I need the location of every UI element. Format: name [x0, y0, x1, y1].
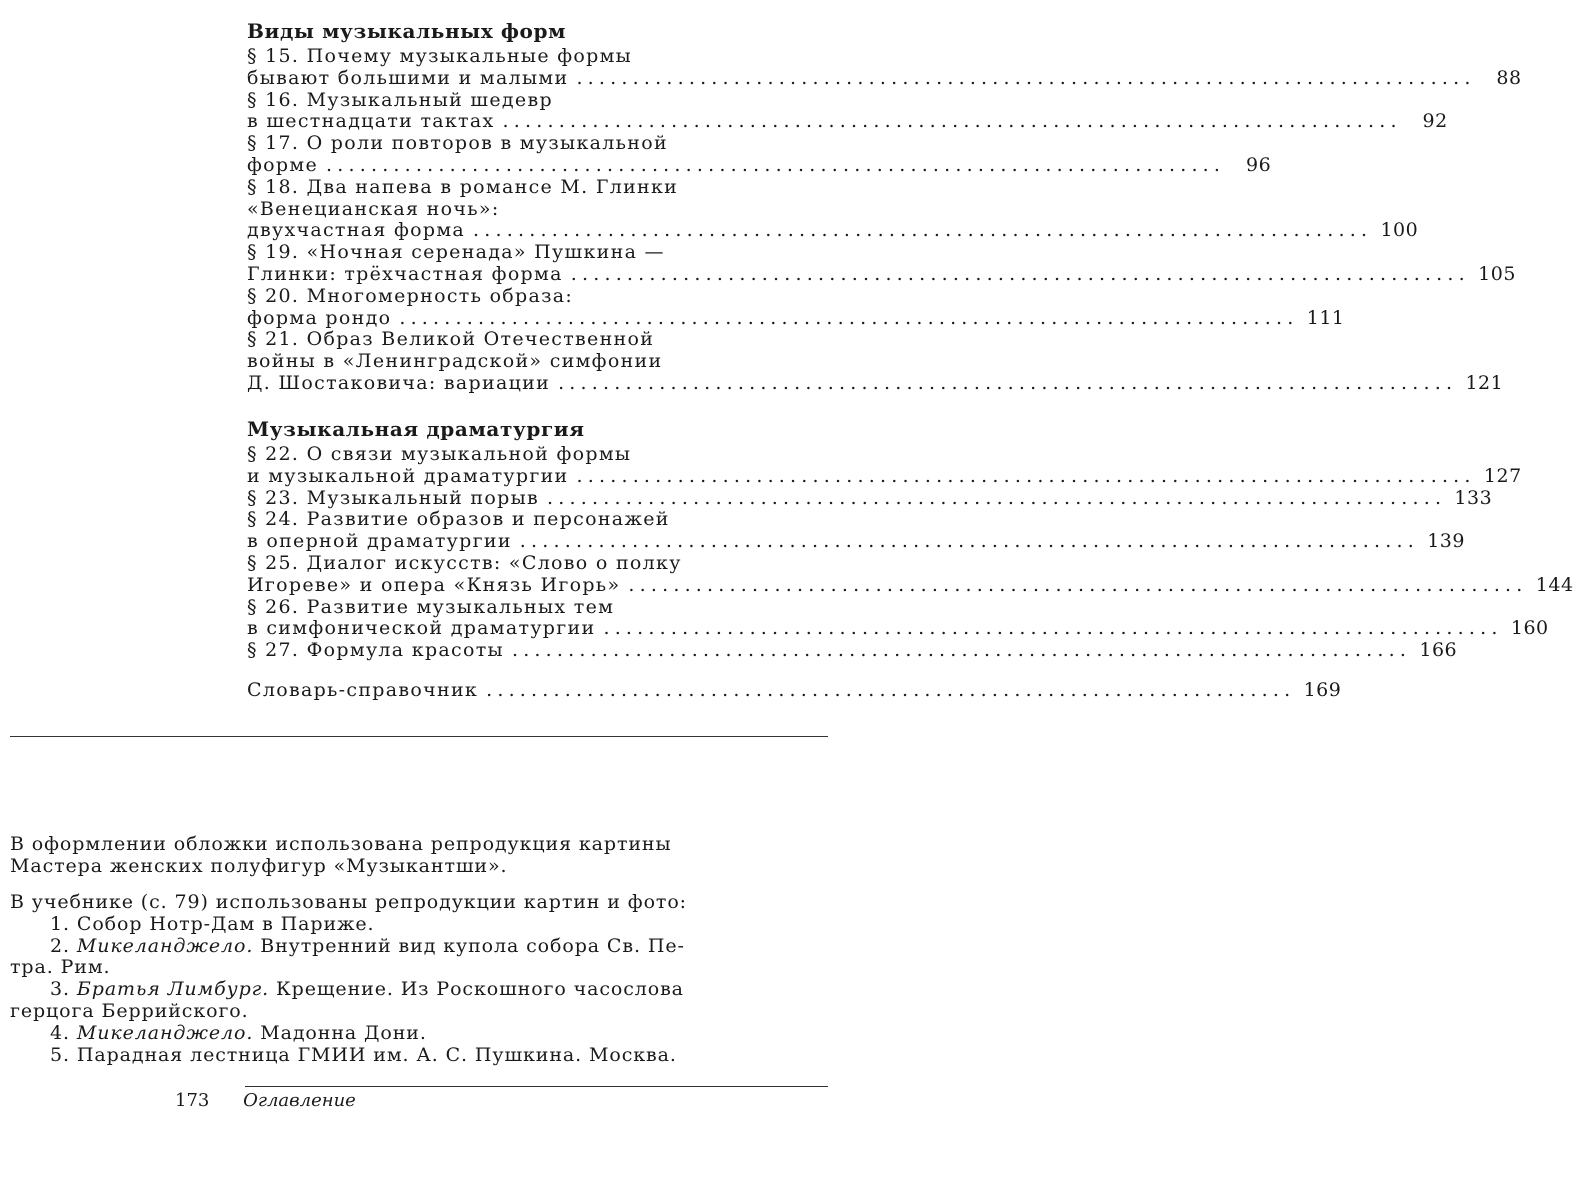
toc-entry-title: Словарь-справочник: [247, 679, 479, 701]
item-author: Братья Лимбург.: [76, 978, 270, 1001]
dot-leader: ................................................................................: [603, 617, 1503, 640]
toc-entry-last-line: [247, 262, 1516, 286]
toc-entry-line: § 19. «Ночная серенада» Пушкина —: [247, 241, 665, 264]
item-continuation: тра. Рим.: [10, 956, 111, 979]
toc-entry-last-line: [247, 639, 1458, 662]
illustrations-note: [10, 892, 828, 1066]
dot-leader: ................................................................................: [502, 110, 1402, 133]
running-title: Оглавление: [243, 1090, 356, 1111]
toc-page-number: 139: [1427, 530, 1465, 553]
toc-entry-last-line: [247, 219, 1419, 242]
item-text: Собор Нотр-Дам в Париже.: [76, 912, 375, 935]
dot-leader: ................................................................................: [326, 153, 1226, 176]
toc-entry-line: бывают большими и малыми: [247, 66, 569, 89]
toc-entry-line: § 21. Образ Великой Отечественной: [247, 328, 655, 351]
toc-section-forms: [247, 16, 1522, 395]
item-number: 4.: [50, 1021, 70, 1044]
toc-page-number: 133: [1454, 486, 1493, 509]
page-number: 173: [175, 1090, 210, 1111]
toc-entry-last-line: [247, 306, 1345, 330]
toc-section-dramaturgy: [247, 414, 1574, 662]
toc-entry-line: Д. Шостаковича: вариации: [247, 371, 551, 394]
item-number: 3.: [50, 978, 70, 1001]
toc-page-number: 88: [1496, 66, 1522, 89]
item-text: Крещение. Из Роскошного часослова: [276, 978, 684, 1001]
toc-page-number: 92: [1422, 110, 1448, 133]
illustration-item: [10, 1045, 828, 1067]
toc-entry-line: форме: [247, 153, 318, 176]
item-number: 5.: [50, 1043, 70, 1066]
cover-note-line: В оформлении обложки использована репродукция картины: [10, 833, 672, 855]
item-number: 2.: [50, 934, 70, 957]
dot-leader: ................................................................................: [570, 262, 1470, 285]
toc-entry-last-line: [247, 110, 1448, 133]
toc-entry-line: § 20. Многомерность образа:: [247, 284, 574, 307]
toc-entry-line: в оперной драматургии: [247, 530, 512, 553]
toc-entry[interactable]: [247, 551, 1574, 597]
toc-page-number: 111: [1306, 306, 1345, 329]
toc-entry[interactable]: [247, 284, 1345, 330]
toc-entry-line: § 25. Диалог искусств: «Слово о полку: [247, 551, 682, 574]
toc-page-number: 166: [1419, 639, 1458, 662]
toc-entry-line: § 23. Музыкальный порыв: [247, 486, 540, 509]
toc-entry-last-line: [247, 464, 1522, 488]
item-author: Микеланджело.: [76, 1021, 254, 1044]
section-heading: Музыкальная драматургия: [247, 417, 585, 441]
dot-leader: ................................................................................: [576, 66, 1476, 89]
toc-entry-line: и музыкальной драматургии: [247, 464, 569, 487]
toc-entry[interactable]: [247, 45, 1522, 90]
dot-leader: ................................................................................: [511, 639, 1412, 662]
toc-entry[interactable]: [247, 443, 1522, 488]
dot-leader: ................................................................................: [628, 573, 1528, 596]
toc-entry[interactable]: [247, 639, 1458, 662]
dot-leader: ................................................................................: [576, 464, 1476, 487]
illustration-item: [10, 979, 828, 1001]
toc-page-number: 105: [1478, 262, 1516, 285]
dot-leader: ................................................................................: [399, 306, 1299, 329]
toc-entry-line: § 26. Развитие музыкальных тем: [247, 595, 615, 618]
item-author: Микеланджело.: [76, 934, 254, 957]
toc-entry-line: § 18. Два напева в романсе М. Глинки: [247, 175, 679, 198]
item-text: Внутренний вид купола собора Св. Пе-: [260, 934, 685, 957]
toc-entry-last-line: [247, 486, 1493, 510]
toc-entry-line: Игореве» и опера «Князь Игорь»: [247, 573, 621, 596]
dot-leader: ................................................................................: [519, 530, 1419, 553]
toc-entry-line: в шестнадцати тактах: [247, 110, 495, 133]
item-text: Мадонна Дони.: [260, 1021, 427, 1044]
toc-entry-dictionary[interactable]: [247, 679, 1342, 702]
toc-entry-line: § 24. Развитие образов и персонажей: [247, 508, 670, 531]
illustration-item: [10, 914, 828, 936]
toc-entry-last-line: [247, 617, 1549, 640]
toc-entry-line: § 22. О связи музыкальной формы: [247, 443, 632, 465]
illustration-item: [10, 1023, 828, 1045]
section-heading: Виды музыкальных форм: [247, 19, 567, 43]
toc-entry-last-line: [247, 153, 1272, 177]
illustration-item: [10, 936, 828, 958]
toc-entry-last-line: [247, 371, 1504, 395]
item-text: Парадная лестница ГМИИ им. А. С. Пушкина. Москва.: [76, 1043, 677, 1066]
dot-leader: ................................................................................: [558, 371, 1458, 394]
toc-page-number: 100: [1380, 219, 1419, 242]
toc-entry-last-line: [247, 573, 1574, 597]
toc-entry-line: § 15. Почему музыкальные формы: [247, 45, 633, 67]
toc-entry-line: форма рондо: [247, 306, 392, 329]
cover-note-line: Мастера женских полуфигур «Музыкантши».: [10, 854, 508, 877]
toc-entry[interactable]: [247, 132, 1272, 177]
footer-divider: [245, 1086, 828, 1087]
toc-page-number: 127: [1483, 464, 1522, 487]
dot-leader: ........................................................................: [486, 679, 1296, 701]
toc-page-number: 144: [1535, 573, 1574, 596]
toc-entry-line: § 27. Формула красоты: [247, 639, 504, 662]
toc-entry-line: § 17. О роли повторов в музыкальной: [247, 132, 668, 155]
toc-entry-line: § 16. Музыкальный шедевр: [247, 88, 553, 111]
divider: [10, 736, 828, 737]
toc-entry[interactable]: [247, 508, 1465, 553]
toc-entry-line: двухчастная форма: [247, 219, 466, 242]
toc-page-number: 160: [1510, 617, 1549, 640]
toc-entry[interactable]: [247, 88, 1448, 134]
toc-page-number: 96: [1245, 153, 1272, 176]
toc-entry[interactable]: [247, 486, 1493, 510]
toc-entry-line: войны в «Ленинградской» симфонии: [247, 350, 663, 373]
toc-entry-line: в симфонической драматургии: [247, 617, 596, 640]
toc-entry[interactable]: [247, 175, 1419, 242]
toc-entry[interactable]: [247, 328, 1504, 394]
item-number: 1.: [50, 912, 70, 935]
toc-page-number: 169: [1303, 679, 1342, 701]
toc-entry-last-line: [247, 530, 1465, 553]
dot-leader: ................................................................................: [473, 219, 1373, 242]
toc-entry[interactable]: [247, 595, 1549, 641]
toc-entry-line: «Венецианская ночь»:: [247, 197, 500, 220]
toc-entry-last-line: [247, 66, 1522, 90]
toc-entry[interactable]: [247, 241, 1516, 286]
dot-leader: ................................................................................: [547, 486, 1447, 509]
toc-entry-line: Глинки: трёхчастная форма: [247, 262, 563, 285]
illustrations-intro: В учебнике (с. 79) использованы репродукции картин и фото:: [10, 891, 687, 913]
item-continuation: герцога Беррийского.: [10, 999, 249, 1022]
toc-page-number: 121: [1465, 371, 1504, 394]
cover-note: [10, 834, 828, 878]
page-footer: [175, 1090, 356, 1111]
